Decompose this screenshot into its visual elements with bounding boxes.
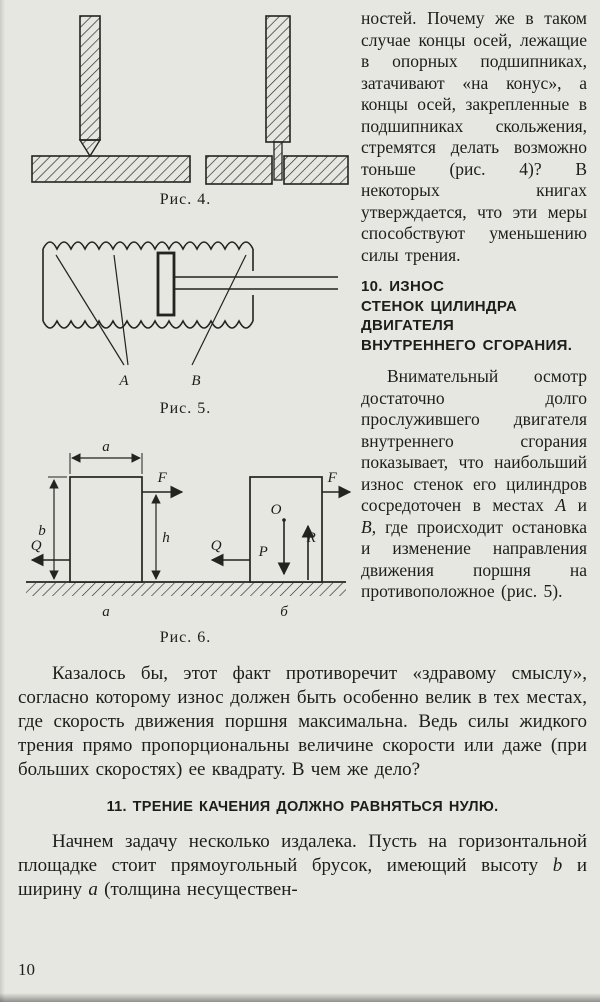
figure-5-engine-cylinder [18,225,353,397]
bearing-block-right [284,156,348,184]
paragraph-cone-axles: ностей. Почему же в таком случае концы осей, лежащие в опорных подшипниках, затачивают «на конус», а концы осей, закрепленные в подшипниках скольжения, стремятся делать возможно тоньше (рис. 4)? В некоторых книгах утверждается, что эти меры способствуют уменьшению силы трения. [361,8,587,265]
var-a: а [88,879,98,900]
text-run: , где происходит остановка и изменение направления движения поршня на противоположное (рис. 5). [361,516,587,601]
right-text-column [361,8,587,656]
heading-line: 10. ИЗНОС [361,278,445,295]
force-P-label: P⃗ [258,544,280,560]
block [70,477,142,582]
text-run: Начнем задачу несколько издалека. Пусть на горизонтальной площадке стоит прямоугольный брусок, имеющий высоту [18,831,587,876]
fig6-subfigure-b [211,470,350,620]
force-R-label: R⃗ [306,530,328,546]
bottom-full-width-section [18,662,587,902]
page-number: 10 [18,960,35,979]
section-heading-11: 11. ТРЕНИЕ КАЧЕНИЯ ДОЛЖНО РАВНЯТЬСЯ НУЛЮ. [106,799,499,815]
fig4-left-cone-axle [32,16,190,182]
dimension-b-label: b [38,523,46,539]
fig4-right-thin-axle [206,16,348,184]
text-run: и [566,495,587,515]
bearing-block [32,156,190,182]
figure-6-caption: Рис. 6. [159,629,212,646]
force-Q-label: Q⃗ [210,538,234,554]
wear-zone-label-A: А [119,373,129,389]
axle-thin-stem [274,142,282,180]
text-run: (толщина несуществен- [97,879,298,900]
figure-4-axle-bearings [18,10,353,188]
piston [158,253,174,315]
figure-6-block-forces [18,432,353,626]
force-F-label: F⃗ [327,470,349,486]
heading-line: СТЕНОК ЦИЛИНДРА [361,297,518,315]
dimension-h-label: h [162,530,170,546]
pointer-line-B [192,255,246,365]
force-Q-label: Q⃗ [30,538,54,554]
top-two-column-section [18,8,587,656]
heading-line: ВНУТРЕННЕГО СГОРАНИЯ. [361,336,573,354]
var-B: В [361,516,372,537]
wear-zone-label-B: В [191,373,201,389]
cylinder-top-fins [43,242,253,249]
force-F-label: F⃗ [157,470,179,486]
pointer-line-A2 [114,255,128,365]
subfigure-a-label: а [102,604,110,620]
section-heading-10 [361,277,587,355]
bearing-block-left [206,156,272,184]
heading-line: ДВИГАТЕЛЯ [361,317,455,334]
var-b: b [552,855,563,876]
text-run: Внимательный осмотр достаточно долго прослужившего двигателя внутреннего сгорания показывает, что наибольший износ стенок его цилиндров сосредоточен в местах [361,366,587,515]
ground-hatching [26,583,346,596]
axle-shaft [266,16,290,142]
point-O-label: O [270,502,282,518]
figure-4-caption: Рис. 4. [159,191,212,208]
pointer-line-A1 [56,255,124,365]
axle-cone-tip [80,140,100,156]
figure-5-caption: Рис. 5. [159,400,212,417]
var-A: А [555,495,567,515]
paragraph-rolling-friction [18,830,587,902]
paragraph-cylinder-wear [361,366,587,603]
figures-column [18,8,353,656]
axle-shaft [80,16,100,140]
subfigure-b-label: б [280,604,288,620]
text-run: и ширину [18,855,588,900]
paragraph-paradox: Казалось бы, этот факт противоречит «здравому смыслу», согласно которому износ должен быть особенно велик в тех местах, где скорость движения поршня максимальна. Ведь силы жидкого трения прямо пропорциональны величине скорости или даже (при больших скоростях) ее квадрату. В чем же дело? [18,663,587,780]
cylinder-bottom-fins [43,321,253,328]
dimension-a-label: a [102,439,110,455]
